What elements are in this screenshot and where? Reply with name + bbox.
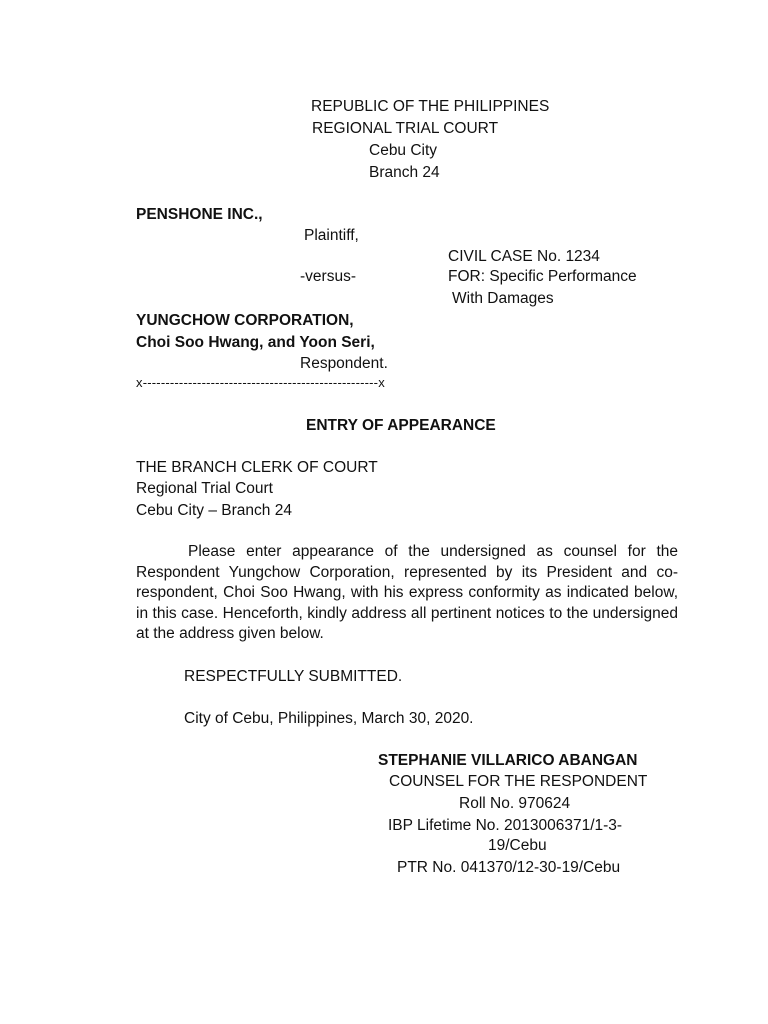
caption-separator: x----------------------------------------------------x xyxy=(136,375,385,390)
header-republic: REPUBLIC OF THE PHILIPPINES xyxy=(311,98,550,115)
counsel-name: STEPHANIE VILLARICO ABANGAN xyxy=(378,752,638,769)
ibp-number-line2: 19/Cebu xyxy=(488,837,547,854)
roll-number: Roll No. 970624 xyxy=(459,795,571,812)
case-number: CIVIL CASE No. 1234 xyxy=(448,248,600,265)
document-title: ENTRY OF APPEARANCE xyxy=(306,417,496,434)
addressee-line2: Regional Trial Court xyxy=(136,480,273,497)
header-branch: Branch 24 xyxy=(369,164,440,181)
case-nature-line2: With Damages xyxy=(452,290,554,307)
case-nature-line1: FOR: Specific Performance xyxy=(448,268,637,285)
plaintiff-name: PENSHONE INC., xyxy=(136,206,263,223)
body-paragraph: Please enter appearance of the undersigned as counsel for the Respondent Yungchow Corporation, represented by its President and co-respondent, Choi Soo Hwang, with his express conformity as indicated below, in this case. Henceforth, kindly address all pertinent notices to the undersigned at the address given below. xyxy=(136,543,678,642)
ibp-number-line1: IBP Lifetime No. 2013006371/1-3- xyxy=(388,817,623,834)
plaintiff-role: Plaintiff, xyxy=(304,227,359,244)
respondent-name-1: YUNGCHOW CORPORATION, xyxy=(136,312,354,329)
header-city: Cebu City xyxy=(369,142,438,159)
respectfully-submitted: RESPECTFULLY SUBMITTED. xyxy=(184,668,403,685)
counsel-title: COUNSEL FOR THE RESPONDENT xyxy=(389,773,648,790)
addressee-line1: THE BRANCH CLERK OF COURT xyxy=(136,459,378,476)
header-court: REGIONAL TRIAL COURT xyxy=(312,120,499,137)
versus-label: -versus- xyxy=(300,268,356,285)
respondent-role: Respondent. xyxy=(300,355,388,372)
respondent-name-2: Choi Soo Hwang, and Yoon Seri, xyxy=(136,334,375,351)
ptr-number: PTR No. 041370/12-30-19/Cebu xyxy=(397,859,621,876)
place-and-date: City of Cebu, Philippines, March 30, 2020. xyxy=(184,710,474,727)
addressee-line3: Cebu City – Branch 24 xyxy=(136,502,292,519)
